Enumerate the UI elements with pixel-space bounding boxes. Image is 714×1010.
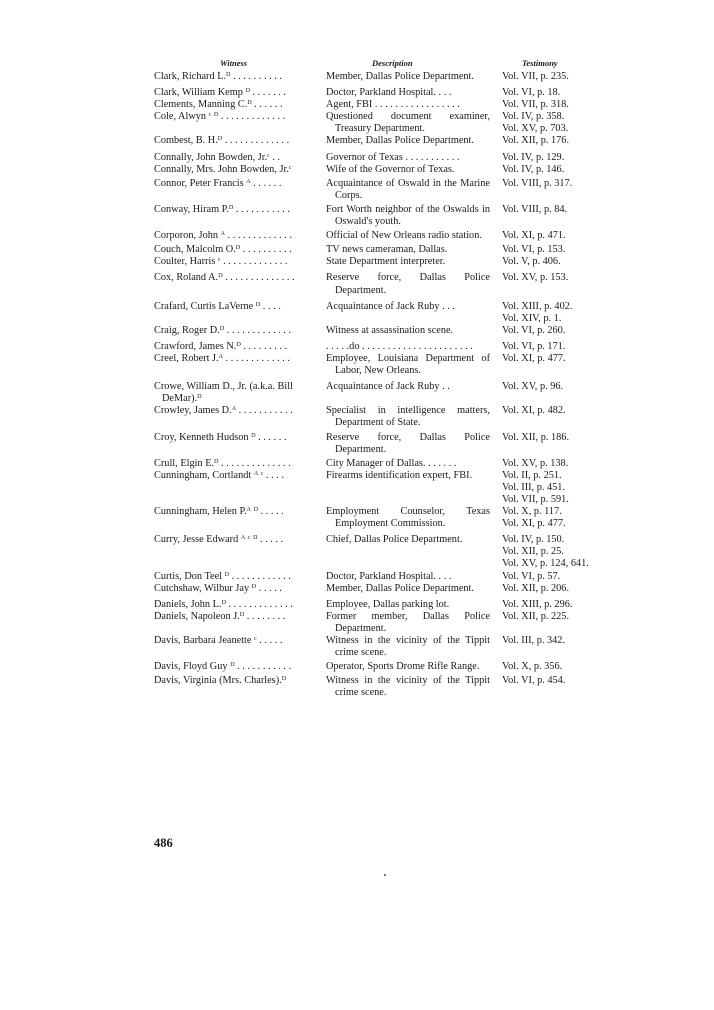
testimony-ref: Vol. XIII, p. 296. [502,598,573,610]
witness-name: Croy, Kenneth Hudson ᴰ . . . . . . [154,431,287,443]
testimony-refs [502,135,602,147]
testimony-refs [502,99,602,111]
table-row [154,230,594,242]
testimony-refs [502,341,602,353]
table-row [154,244,594,256]
witness-description: Operator, Sports Drome Rifle Range. [326,661,480,673]
testimony-ref: Vol. IV, p. 150. [502,534,565,546]
witness-description: Employee, Dallas parking lot. [326,598,450,610]
table-row [154,87,594,99]
testimony-refs [502,675,602,687]
testimony-refs [502,583,602,595]
witness-description: Doctor, Parkland Hospital. . . . [326,570,452,582]
testimony-refs [502,178,602,190]
testimony-refs [502,470,602,506]
witness-description: Fort Worth neighbor of the Oswalds in Oswald's youth. [326,203,490,228]
witness-name: Conway, Hiram P.ᴰ . . . . . . . . . . . [154,203,290,215]
witness-name: Connally, Mrs. John Bowden, Jr.ᶜ [154,163,292,175]
witness-name: Connally, John Bowden, Jr.ᶜ . . [154,151,281,163]
witness-name: Daniels, Napoleon J.ᴰ . . . . . . . . [154,610,286,622]
testimony-ref: Vol. IV, p. 146. [502,163,565,175]
testimony-refs [502,87,602,99]
testimony-refs [502,111,602,135]
witness-description: Acquaintance of Jack Ruby . . [326,381,450,393]
testimony-ref: Vol. XV, p. 124, 641. [502,558,589,570]
testimony-refs [502,534,602,570]
witness-description: Acquaintance of Oswald in the Marine Corps. [326,177,490,201]
testimony-refs [502,571,602,583]
page-number: 486 [154,836,173,850]
table-row [154,432,594,456]
testimony-refs [502,432,602,444]
witness-name: Combest, B. H.ᴰ . . . . . . . . . . . . . [154,135,290,147]
testimony-refs [502,301,602,325]
testimony-ref: Vol. II, p. 251. [502,469,562,481]
witness-name: Crowley, James D.ᴬ . . . . . . . . . . . [154,405,293,417]
witness-description: . . . . .do . . . . . . . . . . . . . . . . . . . . . . [326,340,473,352]
witness-description: Witness at assassination scene. [326,324,454,336]
witness-description: Member, Dallas Police Department. [326,582,474,594]
testimony-refs [502,204,602,216]
witness-description: Reserve force, Dallas Police Department. [326,431,490,455]
table-row [154,256,594,268]
testimony-ref: Vol. VI, p. 57. [502,570,561,582]
table-row [154,204,594,228]
table-row [154,325,594,337]
table-row [154,506,594,530]
testimony-ref: Vol. XV, p. 703. [502,123,569,135]
witness-description: Acquaintance of Jack Ruby . . . [326,300,455,312]
witness-name: Davis, Floyd Guy ᴰ . . . . . . . . . . . [154,661,292,673]
table-row [154,405,594,429]
witness-description: Witness in the vicinity of the Tippit crime scene. [326,675,490,699]
witness-name: Corporon, John ᴬ . . . . . . . . . . . . . [154,230,292,242]
header-witness: Witness [220,58,248,68]
testimony-ref: Vol. VII, p. 235. [502,71,569,82]
witness-name: Cunningham, Helen P.ᴬ ᴰ . . . . . [154,506,284,518]
testimony-ref: Vol. XII, p. 186. [502,431,570,443]
testimony-ref: Vol. XII, p. 225. [502,610,570,622]
table-row [154,583,594,595]
testimony-ref: Vol. VII, p. 318. [502,99,569,111]
testimony-ref: Vol. XV, p. 138. [502,457,569,469]
witness-description: Specialist in intelligence matters, Department of State. [326,405,490,429]
table-row [154,381,594,405]
table-row [154,599,594,611]
witness-name: Coulter, Harris ᶜ . . . . . . . . . . . . . [154,256,288,268]
testimony-ref: Vol. XV, p. 96. [502,381,564,393]
testimony-refs [502,244,602,256]
witness-name: Crawford, James N.ᴰ . . . . . . . . . [154,340,288,352]
table-row [154,458,594,470]
witness-description: Former member, Dallas Police Department. [326,610,490,634]
table-row [154,675,594,699]
testimony-ref: Vol. XV, p. 153. [502,272,569,284]
witness-name: Clark, William Kemp ᴰ . . . . . . . [154,87,286,99]
witness-description: Employee, Louisiana Department of Labor, New Orleans. [326,352,490,377]
witness-description: Reserve force, Dallas Police Department. [326,272,490,296]
table-row [154,353,594,377]
table-row [154,661,594,673]
testimony-refs [502,661,602,673]
testimony-refs [502,71,602,83]
testimony-ref: Vol. XII, p. 176. [502,135,570,147]
testimony-refs [502,272,602,284]
testimony-ref: Vol. VI, p. 260. [502,324,566,336]
witness-name: Curtis, Don Teel ᴰ . . . . . . . . . . . . [154,570,291,582]
testimony-ref: Vol. VII, p. 591. [502,494,569,505]
testimony-ref: Vol. VI, p. 171. [502,340,566,352]
witness-description: City Manager of Dallas. . . . . . . [326,457,457,469]
testimony-refs [502,405,602,417]
testimony-ref: Vol. X, p. 356. [502,661,563,673]
witness-description: Member, Dallas Police Department. [326,135,474,147]
table-row [154,71,594,83]
testimony-ref: Vol. VI, p. 18. [502,87,561,99]
table-row [154,341,594,353]
stray-mark [384,874,386,876]
table-row [154,635,594,659]
table-row [154,164,594,176]
testimony-refs [502,506,602,530]
testimony-ref: Vol. IV, p. 358. [502,111,565,123]
table-row [154,571,594,583]
testimony-ref: Vol. XI, p. 477. [502,352,566,364]
witness-description: Wife of the Governor of Texas. [326,163,455,175]
table-row [154,272,594,296]
table-row [154,178,594,202]
table-row [154,470,594,506]
table-row [154,111,594,135]
witness-description: Agent, FBI . . . . . . . . . . . . . . . . . [326,99,460,111]
table-row [154,301,594,325]
testimony-ref: Vol. XI, p. 471. [502,230,566,242]
testimony-ref: Vol. XIII, p. 402. [502,300,573,312]
testimony-ref: Vol. IV, p. 129. [502,151,565,163]
witness-list [154,71,594,700]
witness-name: Daniels, John L.ᴰ . . . . . . . . . . . . . [154,598,293,610]
witness-name: Curry, Jesse Edward ᴬ ᶜ ᴰ . . . . . [154,534,284,546]
table-row [154,135,594,147]
testimony-refs [502,325,602,337]
testimony-ref: Vol. XII, p. 25. [502,546,564,558]
index-table [154,56,594,700]
table-row [154,611,594,635]
testimony-ref: Vol. VI, p. 454. [502,675,566,687]
testimony-ref: Vol. VIII, p. 84. [502,203,568,215]
witness-name: Davis, Virginia (Mrs. Charles).ᴰ [154,675,287,687]
witness-description: Official of New Orleans radio station. [326,230,482,242]
witness-description: Chief, Dallas Police Department. [326,534,463,546]
testimony-refs [502,635,602,647]
witness-name: Couch, Malcolm O.ᴰ . . . . . . . . . . [154,244,292,256]
testimony-refs [502,458,602,470]
witness-name: Davis, Barbara Jeanette ᶜ . . . . . [154,635,283,647]
witness-description: TV news cameraman, Dallas. [326,244,448,256]
table-row [154,152,594,164]
testimony-ref: Vol. V, p. 406. [502,256,561,268]
testimony-ref: Vol. XI, p. 477. [502,518,566,530]
witness-description: State Department interpreter. [326,256,446,268]
testimony-refs [502,152,602,164]
witness-name: Cox, Roland A.ᴰ . . . . . . . . . . . . . . [154,272,295,284]
testimony-refs [502,381,602,393]
witness-name: Cutchshaw, Wilbur Jay ᴰ . . . . . [154,582,282,594]
witness-description: Governor of Texas . . . . . . . . . . . [326,151,460,163]
testimony-refs [502,256,602,268]
witness-description: Doctor, Parkland Hospital. . . . [326,87,452,99]
witness-name: Cunningham, Cortlandt ᴬ ᶜ . . . . [154,469,284,481]
witness-name: Connor, Peter Francis ᴬ . . . . . . [154,177,282,189]
witness-name: Creel, Robert J.ᴬ . . . . . . . . . . . . . [154,352,290,364]
testimony-refs [502,230,602,242]
testimony-ref: Vol. XI, p. 482. [502,405,566,417]
testimony-ref: Vol. III, p. 342. [502,635,566,647]
table-row [154,99,594,111]
table-row [154,534,594,570]
testimony-refs [502,353,602,365]
column-headers [154,56,594,71]
witness-name: Crowe, William D., Jr. (a.k.a. Bill DeMar).ᴰ [154,381,293,405]
witness-description: Employment Counselor, Texas Employment Commission. [326,506,490,530]
witness-name: Craig, Roger D.ᴰ . . . . . . . . . . . . . [154,324,292,336]
testimony-ref: Vol. XIV, p. 1. [502,312,562,324]
header-description: Description [372,58,413,68]
witness-name: Crull, Elgin E.ᴰ . . . . . . . . . . . . . . [154,457,291,469]
testimony-ref: Vol. X, p. 117. [502,506,562,518]
witness-name: Clark, Richard L.ᴰ . . . . . . . . . . [154,71,282,82]
witness-description: Witness in the vicinity of the Tippit crime scene. [326,635,490,659]
witness-name: Clements, Manning C.ᴰ . . . . . . [154,99,283,111]
witness-description: Firearms identification expert, FBI. [326,469,473,481]
witness-description: Member, Dallas Police Department. [326,71,474,82]
testimony-ref: Vol. VI, p. 153. [502,244,566,256]
testimony-refs [502,611,602,623]
testimony-ref: Vol. III, p. 451. [502,481,566,493]
testimony-refs [502,164,602,176]
testimony-ref: Vol. XII, p. 206. [502,582,570,594]
testimony-refs [502,599,602,611]
header-testimony: Testimony [522,58,558,68]
testimony-ref: Vol. VIII, p. 317. [502,177,573,189]
witness-name: Cole, Alwyn ᶜ ᴰ . . . . . . . . . . . . . [154,111,286,123]
witness-description: Questioned document examiner, Treasury Department. [326,111,490,135]
witness-name: Crafard, Curtis LaVerne ᴰ . . . . [154,300,281,312]
